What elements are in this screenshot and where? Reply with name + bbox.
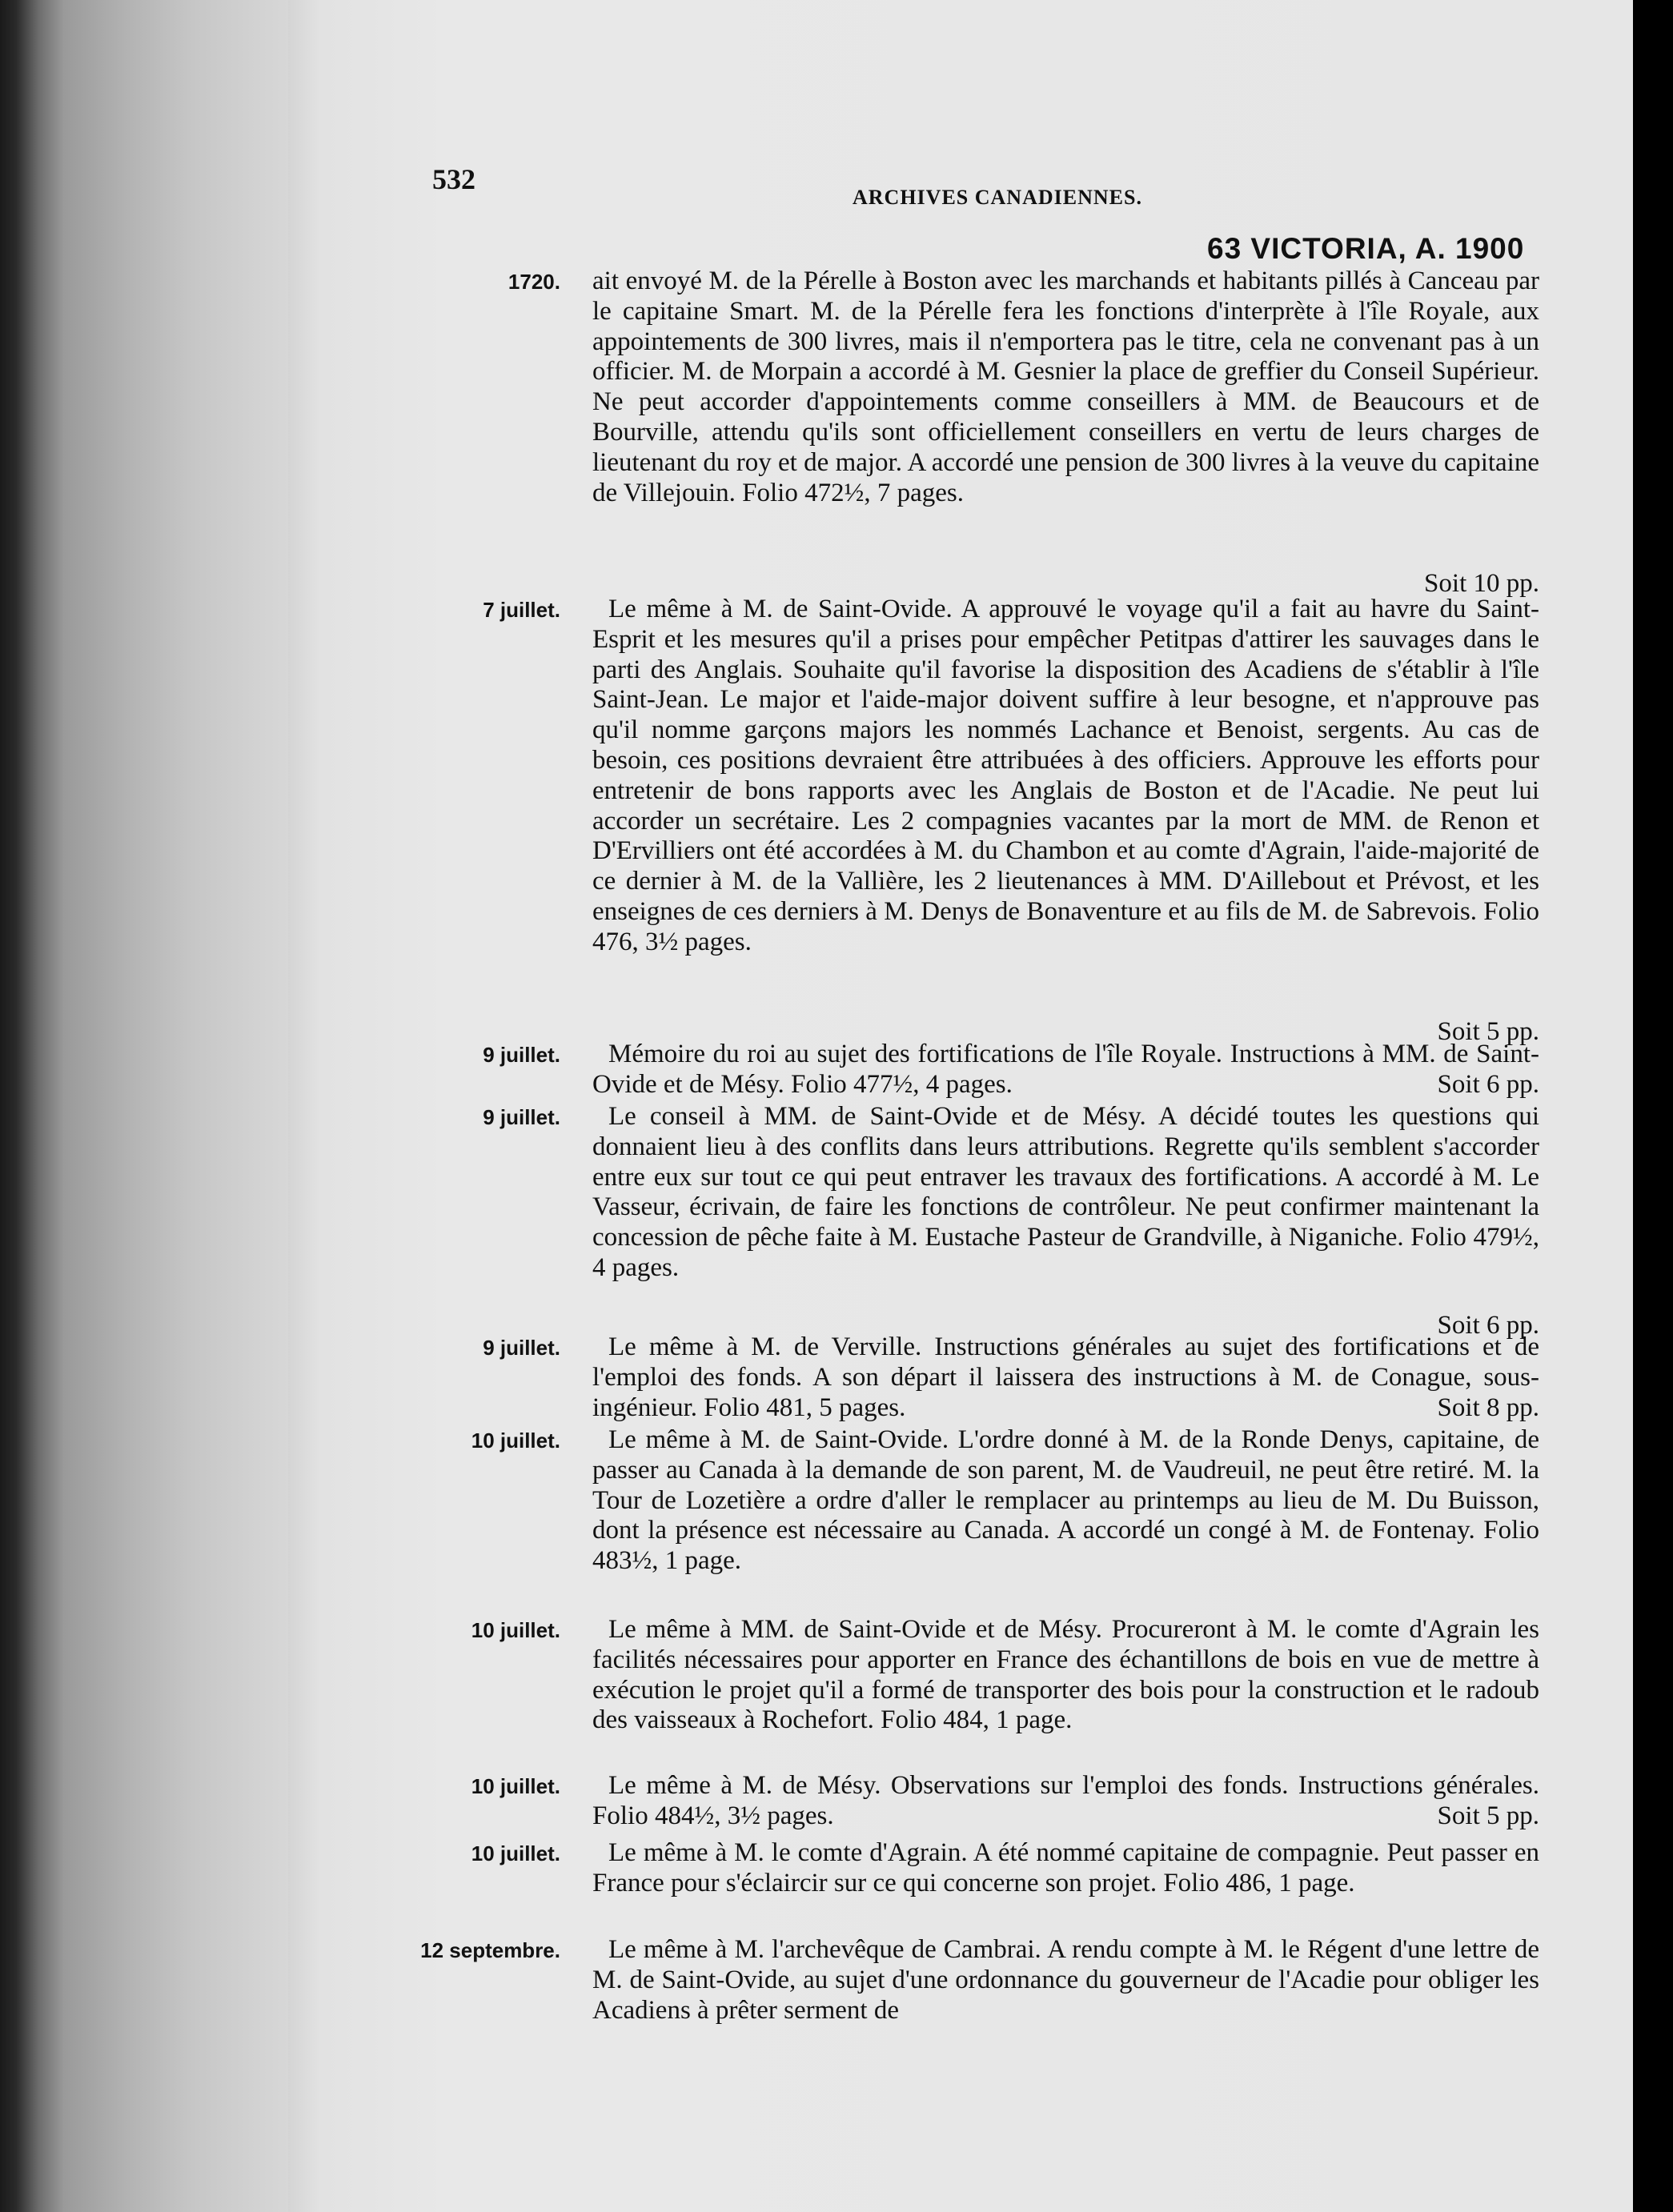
session-header: 63 VICTORIA, A. 1900 xyxy=(1207,232,1525,265)
entry-date: 9 juillet. xyxy=(483,1336,560,1360)
entry-text: Le même à M. de Saint-Ovide. L'ordre donné à M. de la Ronde Denys, capitaine, de passer au Canada à la demande de son parent, M. de Vaudreuil, ne peut être retiré. M. la Tour de Lozetière a ordre d'aller le remplacer au printemps au lieu de M. Du Buisson, dont la présence est nécessaire au Canada. A accordé un congé à M. de Fontenay. Folio 483½, 1 page. xyxy=(592,1425,1539,1576)
entry-text: Mémoire du roi au sujet des fortifications de l'île Royale. Instructions à MM. de Saint-Ovide et de Mésy. Folio 477½, 4 pages. xyxy=(592,1040,1539,1099)
entry-date: 7 juillet. xyxy=(483,598,560,622)
entry-soit: Soit 6 pp. xyxy=(1437,1070,1539,1099)
entry-date: 10 juillet. xyxy=(471,1429,560,1453)
entry-text: Le même à M. de Saint-Ovide. A approuvé le voyage qu'il a fait au havre du Saint-Esprit et les mesures qu'il a prises pour empêcher Petitpas d'attirer les sauvages dans le parti des Anglais. Souhaite qu'il favorise la disposition des Acadiens de s'établir à l'île Saint-Jean. Le major et l'aide-major doivent suffire à leur besogne, et n'approuve pas qu'il nomme garçons majors les nommés Lachance et Benoist, sergents. Au cas de besoin, ces positions devraient être attribuées à des officiers. Approuve les efforts pour entretenir de bons rapports avec les Anglais de Boston et de l'Acadie. Ne peut lui accorder un secrétaire. Les 2 compagnies vacantes par la mort de MM. de Renon et D'Ervilliers ont été accordées à M. du Chambon et au comte d'Agrain, l'aide-majorité de ce dernier à M. de la Vallière, les 2 lieutenances à MM. D'Aillebout et Prévost, et les enseignes de ces derniers à M. Denys de Bonaventure et au fils de M. de Sabrevois. Folio 476, 3½ pages. xyxy=(592,595,1539,956)
entry-text: Le même à M. de Verville. Instructions générales au sujet des fortifications et de l'emploi des fonds. A son départ il laissera des instructions à M. de Conague, sous-ingénieur. Folio 481, 5 pages. xyxy=(592,1332,1539,1422)
entry-date: 10 juillet. xyxy=(471,1774,560,1798)
entry-soit: Soit 6 pp. xyxy=(1437,1311,1539,1340)
book-spine xyxy=(0,0,320,2212)
entry-date: 10 juillet. xyxy=(471,1618,560,1642)
running-head: ARCHIVES CANADIENNES. xyxy=(853,186,1142,209)
page-number: 532 xyxy=(432,163,475,195)
entry-soit: Soit 10 pp. xyxy=(1424,569,1539,598)
entry-date: 9 juillet. xyxy=(483,1105,560,1129)
entry-text: Le même à M. le comte d'Agrain. A été nommé capitaine de compagnie. Peut passer en France pour s'éclaircir sur ce qui concerne son projet. Folio 486, 1 page. xyxy=(592,1838,1539,1897)
entry-text: Le même à MM. de Saint-Ovide et de Mésy. Procureront à M. le comte d'Agrain les facilités nécessaires pour apporter en France des échantillons de bois en vue de mettre à exécution le projet qu'il a formé de transporter des bois pour la construction et le radoub des vaisseaux à Rochefort. Folio 484, 1 page. xyxy=(592,1615,1539,1735)
entry-date: 1720. xyxy=(508,270,560,294)
entry-date: 9 juillet. xyxy=(483,1043,560,1067)
entry-soit: Soit 5 pp. xyxy=(1437,1801,1539,1830)
entry-soit: Soit 8 pp. xyxy=(1437,1393,1539,1422)
entry-soit: Soit 5 pp. xyxy=(1437,1017,1539,1046)
entry-text: ait envoyé M. de la Pérelle à Boston avec les marchands et habitants pillés à Canceau par le capitaine Smart. M. de la Pérelle fera les fonctions d'interprète à l'île Royale, aux appointements de 300 livres, mais il n'emportera pas le titre, cela ne convenant pas à un officier. M. de Morpain a accordé à M. Gesnier la place de greffier du Conseil Supérieur. Ne peut accorder d'appointements comme conseillers à MM. de Beaucours et de Bourville, attendu qu'ils sont officiellement conseillers en vertu de leurs charges de lieutenant du roy et de major. A accordé une pension de 300 livres à la veuve du capitaine de Villejouin. Folio 472½, 7 pages. xyxy=(592,266,1539,507)
entry-date: 12 septembre. xyxy=(420,1938,560,1962)
entry-date: 10 juillet. xyxy=(471,1841,560,1865)
entry-text: Le conseil à MM. de Saint-Ovide et de Mésy. A décidé toutes les questions qui donnaient lieu à des conflits dans leurs attributions. Regrette qu'ils semblent s'accorder entre eux sur tout ce qui peut entraver les travaux des fortifications. A accordé à M. Le Vasseur, écrivain, de faire les fonctions de contrôleur. Ne peut confirmer maintenant la concession de pêche faite à M. Eustache Pasteur de Grandville, à Niganiche. Folio 479½, 4 pages. xyxy=(592,1102,1539,1282)
entry-text: Le même à M. de Mésy. Observations sur l'emploi des fonds. Instructions générales. Folio 484½, 3½ pages. xyxy=(592,1771,1539,1830)
scan-border xyxy=(1633,0,1673,2212)
entry-text: Le même à M. l'archevêque de Cambrai. A rendu compte à M. le Régent d'une lettre de M. de Saint-Ovide, au sujet d'une ordonnance du gouverneur de l'Acadie pour obliger les Acadiens à prêter serment de xyxy=(592,1935,1539,2025)
